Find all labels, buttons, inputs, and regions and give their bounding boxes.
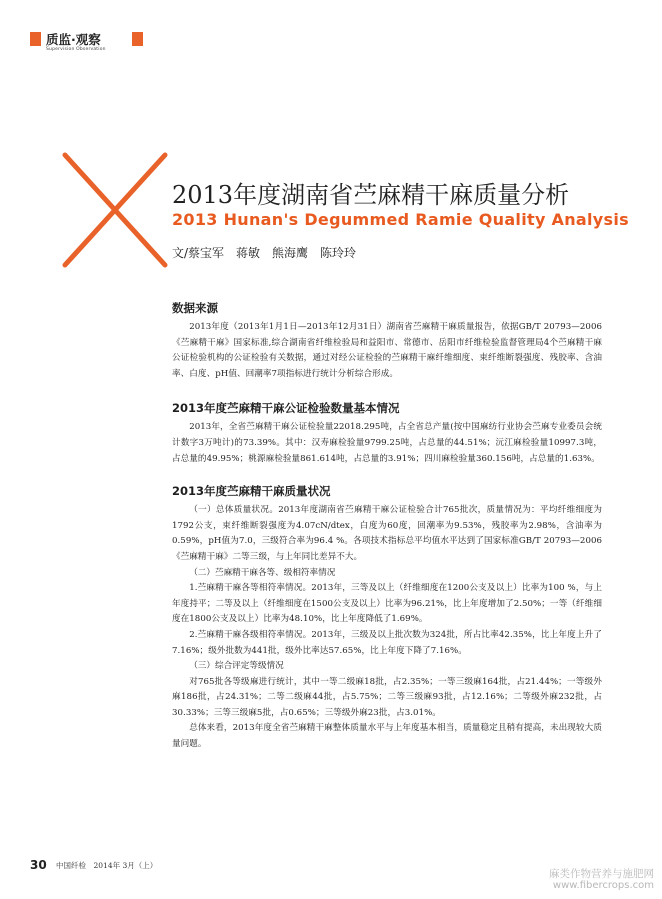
header-subtitle: Supervision Observation bbox=[46, 47, 106, 52]
subsection-heading: （三）综合评定等级情况 bbox=[189, 661, 284, 672]
paragraph: 2013年，全省苎麻精干麻公证检验量22018.295吨，占全省总产量(按中国麻纺行业协会苎麻专业委员会统计数字3万吨计)的73.39%。其中：汉寿麻检验量9799.25吨，占总量的44.51%；沅江麻检验量10997.3吨，占总量的49.95%；桃源麻检验量861.614吨，占总量的3.91%；四川麻检验量360.156吨，占总量的1.63%。 bbox=[172, 422, 602, 464]
section-heading-data-source: 数据来源 bbox=[172, 301, 218, 315]
paragraph: 1.苎麻精干麻各等相符率情况。2013年，三等及以上（纤维细度在1200公支及以上）比率为100 %，与上年度持平；二等及以上（纤维细度在1500公支及以上）比率为96.21%，比上年度增加了2.50%；一等（纤维细度在1800公支及以上）比率为48.10%，比上年度降低了1.69%。 bbox=[172, 583, 602, 625]
header-square-right bbox=[132, 32, 143, 46]
paragraph: 2013年度（2013年1月1日—2013年12月31日）湖南省苎麻精干麻质量报告，依据GB/T 20793—2006《苎麻精干麻》国家标准,综合湖南省纤维检验局和益阳市、常德市、岳阳市纤维检验监督管理局4个苎麻精干麻公证检验机构的公证检验有关数据，通过对经公证检验的苎麻精干麻纤维细度、束纤维断裂强度、残胶率、含油率、白度、pH值、回潮率7项指标进行统计分析综合形成。 bbox=[172, 322, 602, 379]
paragraph: 2.苎麻精干麻各级相符率情况。2013年，三级及以上批次数为324批，所占比率42.35%，比上年度上升了7.16%；级外批数为441批，级外比率达57.65%，比上年度下降了7.16%。 bbox=[172, 629, 602, 656]
paragraph: 对765批各等级麻进行统计，其中一等二级麻18批，占2.35%；一等三级麻164批，占21.44%；一等级外麻186批，占24.31%；二等二级麻44批，占5.75%；二等三级麻93批，占12.16%；二等级外麻232批，占30.33%；三等三级麻5批，占0.65%；三等级外麻23批，占3.01%。 bbox=[172, 676, 602, 718]
section-heading-inspection-volume: 2013年度苎麻精干麻公证检验数量基本情况 bbox=[172, 401, 400, 416]
article-authors: 文/蔡宝军 蒋敏 熊海鹰 陈玲玲 bbox=[172, 246, 357, 260]
page-number: 30 bbox=[30, 858, 47, 872]
decorative-x-icon bbox=[60, 150, 170, 270]
paragraph: （一）总体质量状况。2013年度湖南省苎麻精干麻公证检验合计765批次，质量情况为：平均纤维细度为1792公支，束纤维断裂强度为4.07cN/dtex，白度为60度，回潮率为9.53%，残胶率为2.98%，含油率为0.59%，pH值为7.0，三级符合率为96.4 %。各项技术指标总平均值水平达到了国家标准GB/T 20793—2006《苎麻精干麻》二等三级，与上年同比差异不大。 bbox=[172, 505, 602, 562]
paragraph-conclusion: 总体来看，2013年度全省苎麻精干麻整体质量水平与上年度基本相当，质量稳定且稍有提高，未出现较大质量问题。 bbox=[172, 723, 602, 750]
article-body bbox=[172, 300, 602, 753]
subsection-heading: （二）苎麻精干麻各等、级相符率情况 bbox=[189, 567, 336, 578]
article-title-cn: 2013年度湖南省苎麻精干麻质量分析 bbox=[172, 181, 570, 209]
watermark-line-2: www.fibercrops.com bbox=[552, 880, 654, 891]
journal-info: 中国纤检 2014年 3月（上） bbox=[56, 861, 158, 870]
section-heading-quality-status: 2013年度苎麻精干麻质量状况 bbox=[172, 484, 331, 499]
header-title: 质监·观察 bbox=[46, 32, 101, 47]
header-square-left bbox=[30, 32, 41, 46]
watermark-line-1: 麻类作物营养与施肥网 bbox=[549, 868, 654, 880]
article-title-en: 2013 Hunan's Degummed Ramie Quality Analysis bbox=[172, 210, 629, 229]
